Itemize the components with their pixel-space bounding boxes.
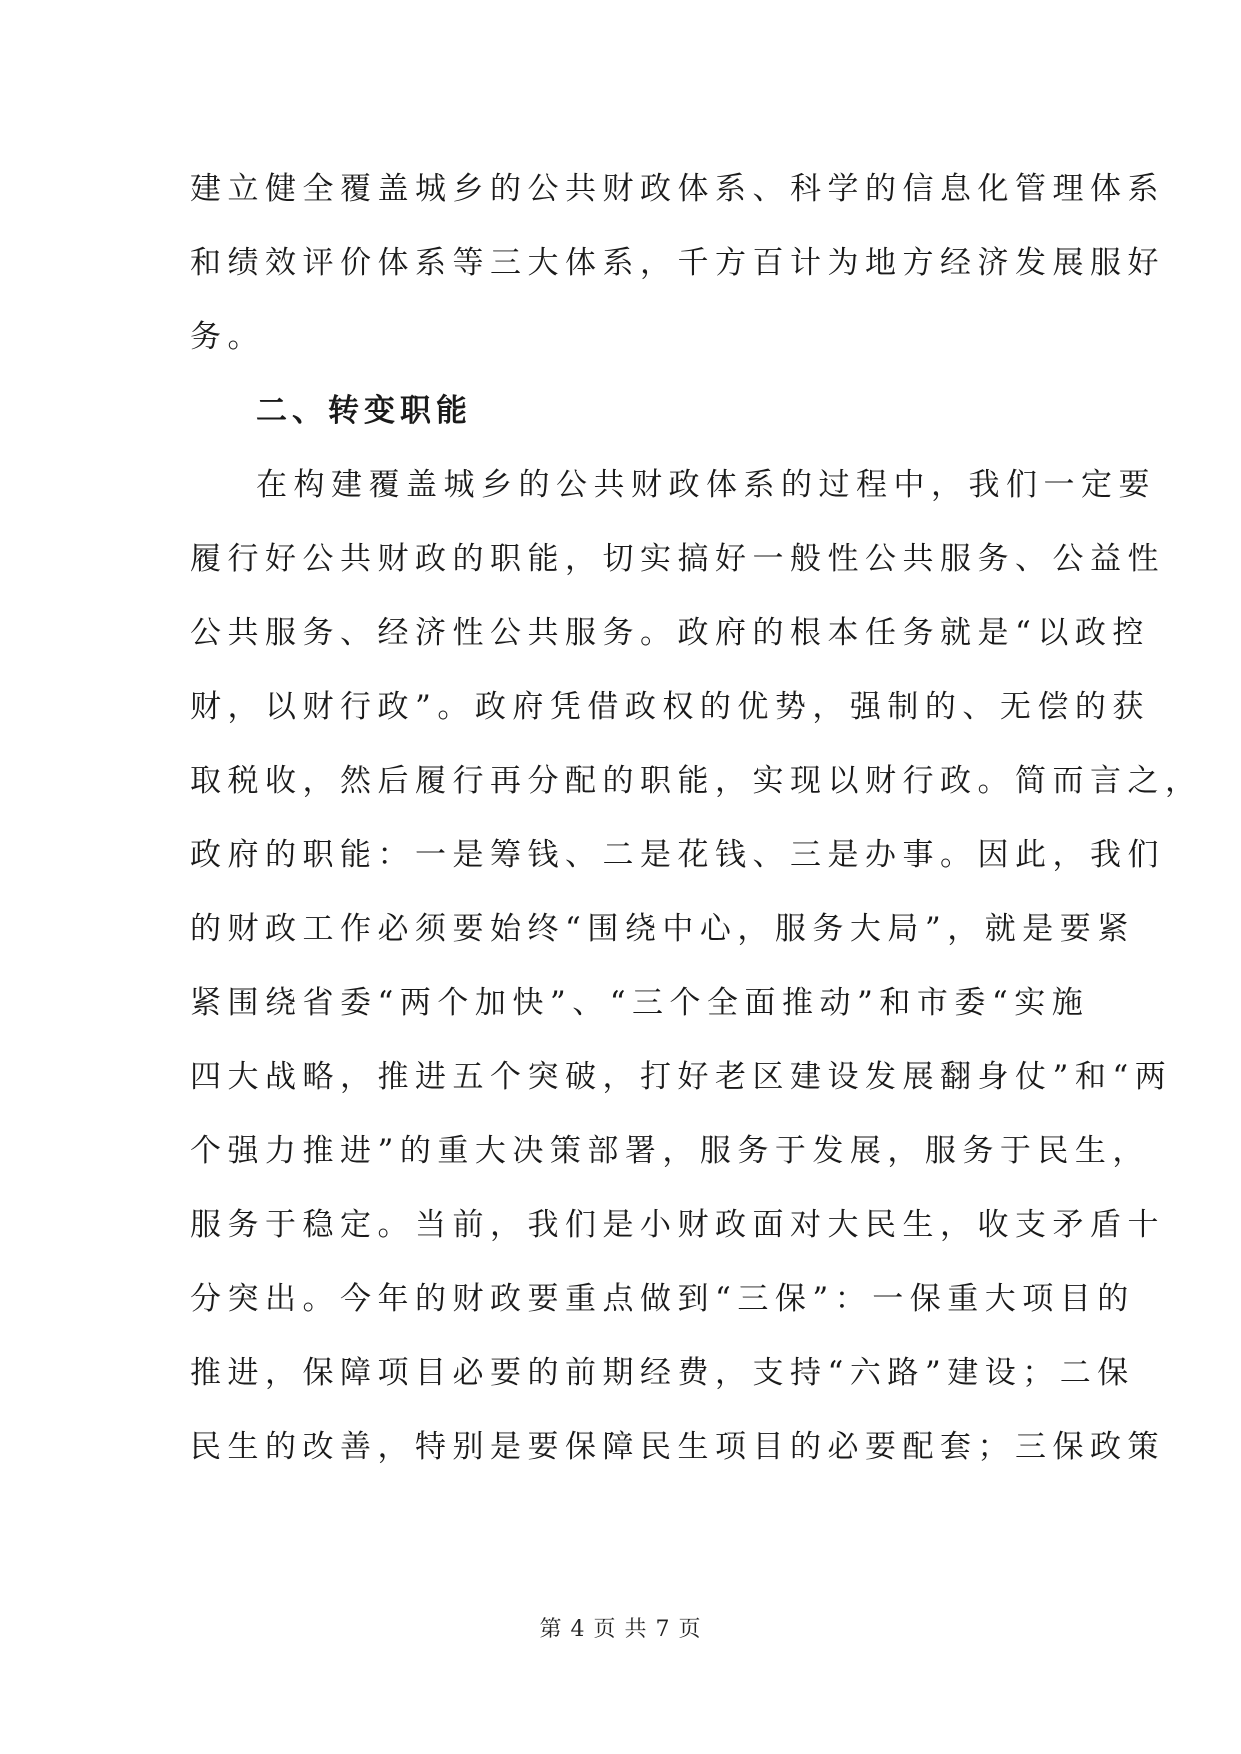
text-line: 财，以财行政”。政府凭借政权的优势，强制的、无偿的获 (190, 689, 1150, 725)
text-line: 的财政工作必须要始终“围绕中心，服务大局”，就是要紧 (190, 911, 1135, 947)
body-text (190, 152, 1203, 1484)
text-line: 推进，保障项目必要的前期经费，支持“六路”建设；二保 (190, 1355, 1135, 1391)
text-line: 和绩效评价体系等三大体系，千方百计为地方经济发展服好 (190, 245, 1165, 281)
section-heading: 二、转变职能 (256, 393, 472, 429)
text-line: 紧围绕省委“两个加快”、“三个全面推动”和市委“实施 (190, 985, 1090, 1021)
text-line: 服务于稳定。当前，我们是小财政面对大民生，收支矛盾十 (190, 1207, 1165, 1243)
text-line: 履行好公共财政的职能，切实搞好一般性公共服务、公益性 (190, 541, 1165, 577)
page-number-footer: 第 4 页 共 7 页 (539, 1617, 702, 1642)
text-line: 分突出。今年的财政要重点做到“三保”：一保重大项目的 (190, 1281, 1135, 1317)
text-line: 务。 (190, 319, 265, 355)
text-line: 公共服务、经济性公共服务。政府的根本任务就是“以政控 (190, 615, 1150, 651)
text-line: 政府的职能：一是筹钱、二是花钱、三是办事。因此，我们 (190, 837, 1165, 873)
text-line: 建立健全覆盖城乡的公共财政体系、科学的信息化管理体系 (190, 171, 1165, 207)
text-line: 取税收，然后履行再分配的职能，实现以财行政。简而言之， (190, 763, 1203, 799)
paragraph-first-line: 在构建覆盖城乡的公共财政体系的过程中，我们一定要 (256, 467, 1156, 503)
text-line: 民生的改善，特别是要保障民生项目的必要配套；三保政策 (190, 1429, 1165, 1465)
text-line: 个强力推进”的重大决策部署，服务于发展，服务于民生， (190, 1133, 1150, 1169)
text-line: 四大战略，推进五个突破，打好老区建设发展翻身仗”和“两 (190, 1059, 1173, 1095)
